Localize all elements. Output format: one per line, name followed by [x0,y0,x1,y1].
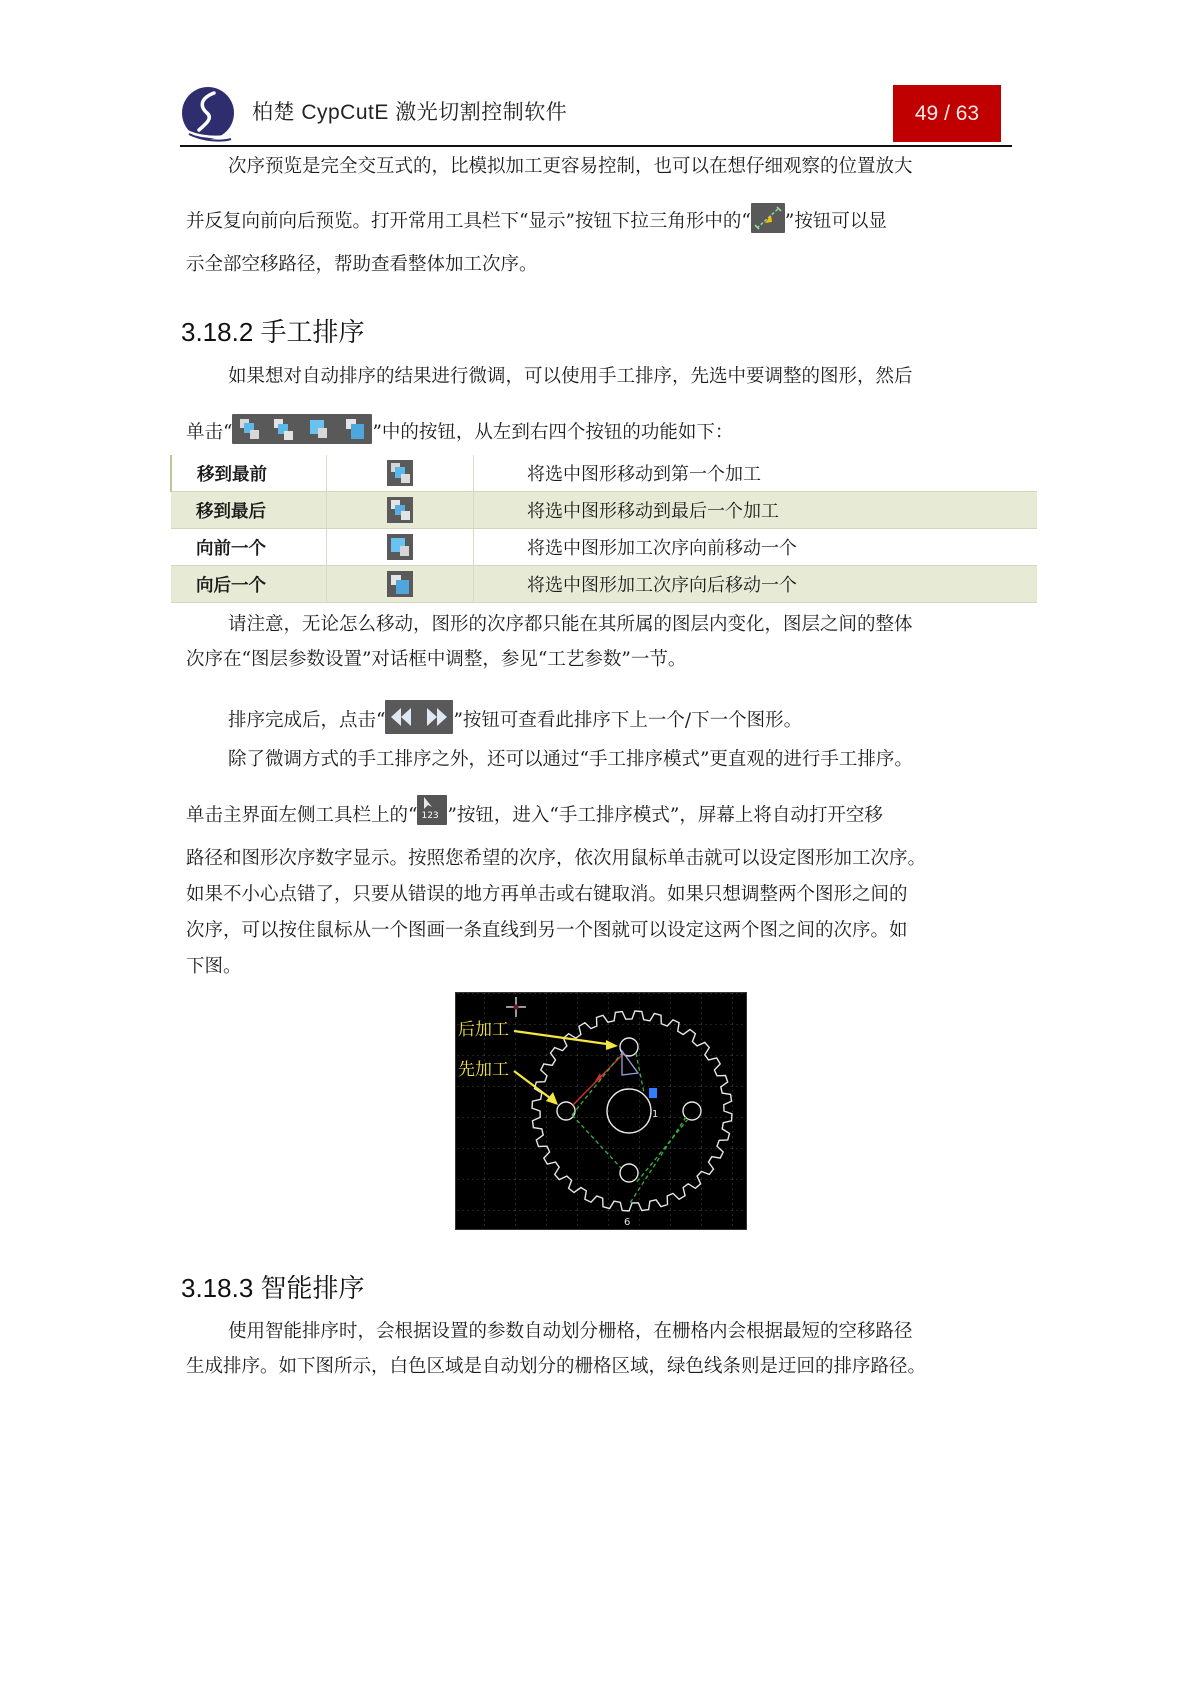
button-name-cell: 移到最前 [171,455,327,492]
paragraph-line: 如果想对自动排序的结果进行微调，可以使用手工排序，先选中要调整的图形，然后 [228,366,913,387]
section-heading-manual-sort: 3.18.2 手工排序 [181,317,365,347]
move-to-first-icon [387,460,413,486]
figure-number: 6 [624,1217,631,1228]
table-row [171,566,1037,603]
manual-sort-figure [455,992,747,1230]
button-name-cell: 向后一个 [171,566,327,603]
button-icon-cell [327,455,474,492]
show-travel-path-icon [751,203,785,233]
figure-label-before: 先加工 [458,1060,509,1080]
table-row [171,455,1037,492]
paragraph-line [228,704,802,738]
header-divider [180,145,1012,147]
text-fragment: ”按钮可查看此排序下上一个/下一个图形。 [453,710,803,731]
paragraph-line [186,801,883,831]
paragraph-line: 使用智能排序时，会根据设置的参数自动划分栅格，在栅格内会根据最短的空移路径 [228,1321,913,1342]
button-icon-cell [327,566,474,603]
table-row [171,529,1037,566]
text-fragment: ”中的按钮，从左到右四个按钮的功能如下： [372,422,734,443]
paragraph-line: 次序预览是完全交互式的，比模拟加工更容易控制，也可以在想仔细观察的位置放大 [228,156,913,177]
button-name-cell: 移到最后 [171,492,327,529]
move-to-last-icon [387,497,413,523]
text-fragment: 排序完成后，点击“ [228,710,386,731]
text-fragment: 单击主界面左侧工具栏上的“ [186,805,418,826]
move-forward-one-icon [387,534,413,560]
text-fragment: ”按钮可以显 [784,211,887,232]
prev-next-buttons-icon [385,700,453,734]
paragraph-line: 如果不小心点错了，只要从错误的地方再单击或右键取消。如果只想调整两个图形之间的 [186,884,908,905]
chu-logo-icon [181,86,235,142]
paragraph-line: 路径和图形次序数字显示。按照您希望的次序，依次用鼠标单击就可以设定图形加工次序。 [186,848,927,869]
figure-number: 1 [652,1109,659,1120]
paragraph-line: 次序，可以按住鼠标从一个图画一条直线到另一个图就可以设定这两个图之间的次序。如 [186,920,908,941]
manual-sort-mode-icon [417,795,447,825]
icon-label: 123 [421,811,439,821]
paragraph-line: 下图。 [186,956,242,977]
paragraph-line: 除了微调方式的手工排序之外，还可以通过“手工排序模式”更直观的进行手工排序。 [228,749,913,770]
page-number-badge: 49 / 63 [893,85,1001,142]
paragraph-line: 次序在“图层参数设置”对话框中调整，参见“工艺参数”一节。 [186,649,687,670]
table-row [171,492,1037,529]
button-icon-cell [327,492,474,529]
paragraph-line [186,418,733,448]
button-name-cell: 向前一个 [171,529,327,566]
button-description-cell: 将选中图形移动到最后一个加工 [474,492,1038,529]
button-description-cell: 将选中图形加工次序向后移动一个 [474,566,1038,603]
sort-buttons-table [170,455,1037,603]
section-heading-smart-sort: 3.18.3 智能排序 [181,1273,365,1303]
paragraph-line: 请注意，无论怎么移动，图形的次序都只能在其所属的图层内变化，图层之间的整体 [228,614,913,635]
move-backward-one-icon [387,571,413,597]
text-fragment: 单击“ [186,422,233,443]
button-description-cell: 将选中图形移动到第一个加工 [474,455,1038,492]
button-description-cell: 将选中图形加工次序向前移动一个 [474,529,1038,566]
paragraph-line: 示全部空移路径，帮助查看整体加工次序。 [186,254,538,275]
text-fragment: 并反复向前向后预览。打开常用工具栏下“显示”按钮下拉三角形中的“ [186,211,751,232]
paragraph-line [186,207,887,237]
figure-label-after: 后加工 [458,1020,509,1040]
sort-buttons-group-icon [232,414,372,444]
button-icon-cell [327,529,474,566]
text-fragment: ”按钮，进入“手工排序模式”，屏幕上将自动打开空移 [447,805,883,826]
document-title: 柏楚 CypCutE 激光切割控制软件 [252,101,568,124]
paragraph-line: 生成排序。如下图所示，白色区域是自动划分的栅格区域，绿色线条则是迂回的排序路径。 [186,1356,927,1377]
